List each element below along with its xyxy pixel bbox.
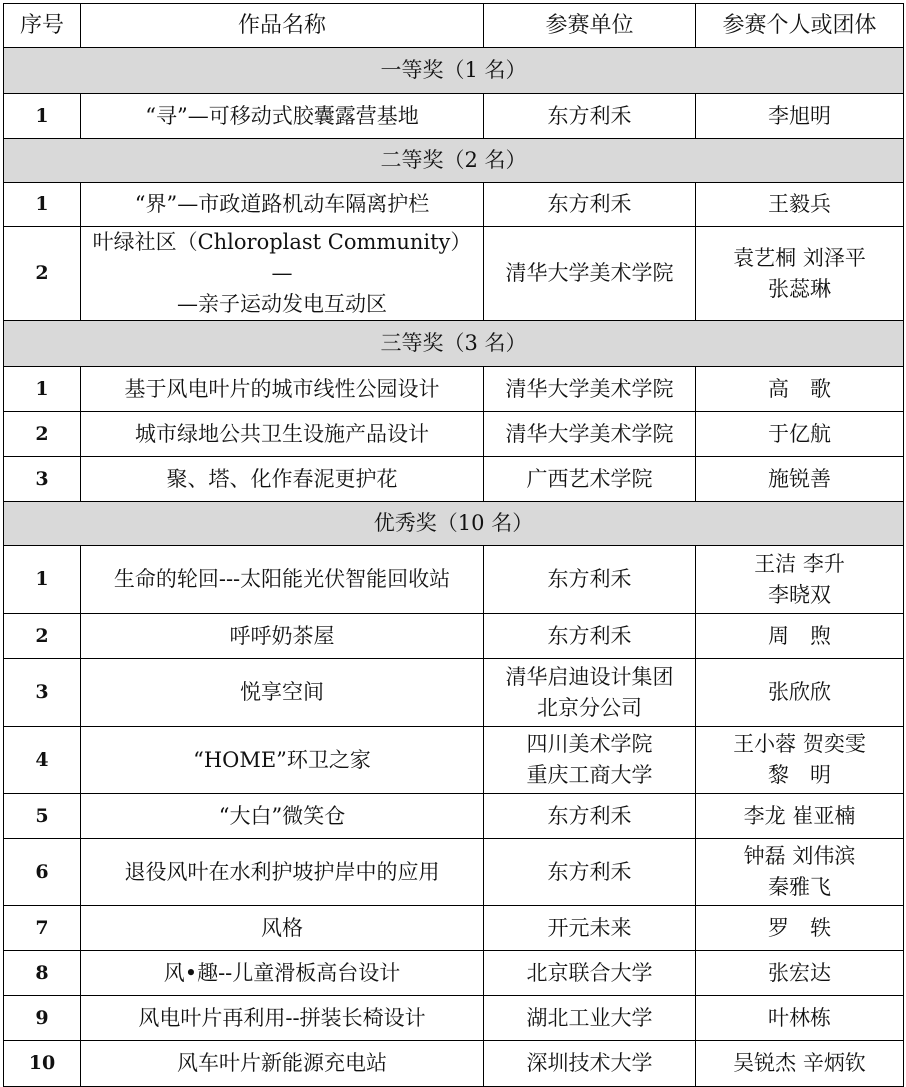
participant-unit-cell	[484, 659, 696, 727]
row-number: 1	[4, 546, 81, 614]
table-row	[4, 412, 904, 457]
participant-names-line: 高 歌	[768, 376, 831, 401]
participant-names-cell	[696, 906, 904, 951]
participant-unit-line: 清华大学美术学院	[505, 261, 674, 285]
work-title-line: 风电叶片再利用--拼装长椅设计	[138, 1005, 426, 1030]
work-title-line: “HOME”环卫之家	[193, 747, 371, 772]
work-title-line: 基于风电叶片的城市线性公园设计	[124, 376, 440, 401]
participant-names-cell	[696, 94, 904, 139]
participant-unit-cell	[484, 412, 696, 457]
participant-unit-cell	[484, 183, 696, 227]
section-title: 优秀奖（10 名）	[4, 502, 904, 546]
participant-names-line: 叶林栋	[768, 1005, 831, 1030]
awards-table	[3, 3, 904, 1087]
work-title-cell	[81, 367, 484, 412]
table-row	[4, 794, 904, 839]
participant-unit-cell	[484, 94, 696, 139]
row-number: 1	[4, 94, 81, 139]
row-number: 9	[4, 996, 81, 1041]
table-row	[4, 183, 904, 227]
participant-unit-line: 清华大学美术学院	[505, 376, 674, 401]
work-title-line: 风车叶片新能源充电站	[177, 1051, 387, 1075]
header-person: 参赛个人或团体	[696, 4, 904, 48]
participant-names-line: 王小蓉 贺奕雯	[733, 732, 866, 756]
work-title-line: 呼呼奶茶屋	[229, 623, 335, 648]
work-title-line: 风•趣--儿童滑板高台设计	[163, 960, 401, 985]
work-title-cell	[81, 614, 484, 659]
participant-names-cell	[696, 1041, 904, 1087]
table-row	[4, 1041, 904, 1087]
work-title-line: “大白”微笑仓	[218, 803, 346, 828]
participant-names-cell	[696, 614, 904, 659]
table-row	[4, 546, 904, 614]
work-title-cell	[81, 227, 484, 321]
work-title-cell	[81, 412, 484, 457]
participant-unit-cell	[484, 727, 696, 794]
work-title-line: 生命的轮回---太阳能光伏智能回收站	[113, 567, 451, 591]
participant-names-cell	[696, 412, 904, 457]
row-number: 10	[4, 1041, 81, 1087]
participant-names-cell	[696, 659, 904, 727]
participant-names-cell	[696, 183, 904, 227]
section-title: 一等奖（1 名）	[4, 48, 904, 94]
participant-names-line: 王洁 李升	[754, 551, 845, 576]
participant-names-line: 张欣欣	[768, 680, 831, 704]
work-title-line: 风格	[261, 915, 303, 940]
row-number: 1	[4, 183, 81, 227]
work-title-cell	[81, 546, 484, 614]
participant-names-cell	[696, 951, 904, 996]
participant-unit-line: 开元未来	[547, 915, 632, 940]
header-unit: 参赛单位	[484, 4, 696, 48]
participant-unit-cell	[484, 227, 696, 321]
participant-names-cell	[696, 227, 904, 321]
work-title-line: 叶绿社区（Chloroplast Community）—	[92, 230, 472, 285]
participant-names-line: 秦雅飞	[768, 875, 831, 899]
participant-unit-cell	[484, 794, 696, 839]
section-title: 二等奖（2 名）	[4, 139, 904, 183]
participant-unit-cell	[484, 546, 696, 614]
participant-names-cell	[696, 996, 904, 1041]
work-title-cell	[81, 1041, 484, 1087]
participant-names-line: 李旭明	[768, 103, 831, 128]
table-row	[4, 996, 904, 1041]
table-row	[4, 951, 904, 996]
section-title: 三等奖（3 名）	[4, 321, 904, 367]
table-row	[4, 659, 904, 727]
participant-unit-line: 东方利禾	[547, 859, 632, 884]
participant-names-cell	[696, 457, 904, 502]
row-number: 7	[4, 906, 81, 951]
participant-names-line: 于亿航	[768, 421, 831, 446]
participant-unit-cell	[484, 906, 696, 951]
work-title-cell	[81, 794, 484, 839]
participant-unit-line: 东方利禾	[547, 192, 632, 216]
participant-names-line: 袁艺桐 刘泽平	[733, 245, 866, 270]
participant-names-line: 吴锐杰 辛炳钦	[733, 1051, 866, 1075]
work-title-line: 聚、塔、化作春泥更护花	[166, 466, 398, 491]
table-row	[4, 839, 904, 906]
participant-names-cell	[696, 839, 904, 906]
work-title-cell	[81, 457, 484, 502]
participant-unit-line: 清华大学美术学院	[505, 421, 674, 446]
row-number: 1	[4, 367, 81, 412]
participant-unit-cell	[484, 996, 696, 1041]
work-title-line: —亲子运动发电互动区	[177, 292, 387, 316]
section-header-row	[4, 139, 904, 183]
work-title-cell	[81, 183, 484, 227]
work-title-cell	[81, 839, 484, 906]
participant-unit-cell	[484, 1041, 696, 1087]
header-row	[4, 4, 904, 48]
participant-names-line: 黎 明	[768, 763, 831, 787]
participant-unit-line: 清华启迪设计集团	[505, 664, 674, 689]
participant-unit-cell	[484, 951, 696, 996]
row-number: 2	[4, 614, 81, 659]
participant-names-line: 王毅兵	[768, 192, 831, 216]
participant-unit-line: 重庆工商大学	[526, 763, 653, 787]
work-title-cell	[81, 996, 484, 1041]
participant-names-line: 周 煦	[768, 623, 831, 648]
participant-unit-cell	[484, 367, 696, 412]
work-title-cell	[81, 659, 484, 727]
section-header-row	[4, 321, 904, 367]
table-row	[4, 906, 904, 951]
work-title-cell	[81, 951, 484, 996]
participant-names-line: 钟磊 刘伟滨	[743, 844, 856, 868]
participant-names-line: 李晓双	[768, 582, 831, 607]
participant-unit-line: 北京分公司	[537, 695, 642, 720]
table-body	[4, 48, 904, 1087]
participant-names-line: 施锐善	[768, 466, 831, 491]
table-row	[4, 94, 904, 139]
participant-unit-line: 东方利禾	[547, 803, 632, 828]
row-number: 2	[4, 227, 81, 321]
participant-unit-line: 东方利禾	[547, 103, 632, 128]
participant-unit-line: 东方利禾	[547, 567, 632, 591]
table-row	[4, 227, 904, 321]
participant-names-cell	[696, 546, 904, 614]
work-title-line: “界”—市政道路机动车隔离护栏	[134, 192, 430, 216]
table-row	[4, 614, 904, 659]
row-number: 3	[4, 659, 81, 727]
work-title-line: 悦享空间	[240, 680, 324, 704]
row-number: 4	[4, 727, 81, 794]
work-title-line: 城市绿地公共卫生设施产品设计	[135, 421, 429, 446]
table-row	[4, 457, 904, 502]
row-number: 2	[4, 412, 81, 457]
participant-unit-line: 东方利禾	[547, 623, 632, 648]
work-title-line: “寻”—可移动式胶囊露营基地	[145, 103, 419, 128]
participant-unit-line: 深圳技术大学	[526, 1051, 653, 1075]
table-row	[4, 367, 904, 412]
participant-names-cell	[696, 794, 904, 839]
participant-unit-cell	[484, 614, 696, 659]
section-header-row	[4, 502, 904, 546]
row-number: 3	[4, 457, 81, 502]
work-title-line: 退役风叶在水利护坡护岸中的应用	[124, 859, 440, 884]
participant-names-line: 李龙 崔亚楠	[743, 803, 856, 828]
participant-unit-line: 四川美术学院	[526, 732, 653, 756]
participant-names-cell	[696, 367, 904, 412]
participant-unit-line: 北京联合大学	[526, 960, 653, 985]
table-row	[4, 727, 904, 794]
participant-unit-line: 广西艺术学院	[526, 466, 653, 491]
row-number: 5	[4, 794, 81, 839]
work-title-cell	[81, 727, 484, 794]
header-work: 作品名称	[81, 4, 484, 48]
row-number: 8	[4, 951, 81, 996]
participant-names-cell	[696, 727, 904, 794]
work-title-cell	[81, 906, 484, 951]
participant-names-line: 张蕊琳	[768, 276, 831, 301]
participant-unit-cell	[484, 457, 696, 502]
section-header-row	[4, 48, 904, 94]
work-title-cell	[81, 94, 484, 139]
header-no: 序号	[4, 4, 81, 48]
participant-unit-cell	[484, 839, 696, 906]
participant-names-line: 罗 轶	[768, 915, 831, 940]
participant-unit-line: 湖北工业大学	[526, 1005, 653, 1030]
row-number: 6	[4, 839, 81, 906]
participant-names-line: 张宏达	[768, 960, 831, 985]
